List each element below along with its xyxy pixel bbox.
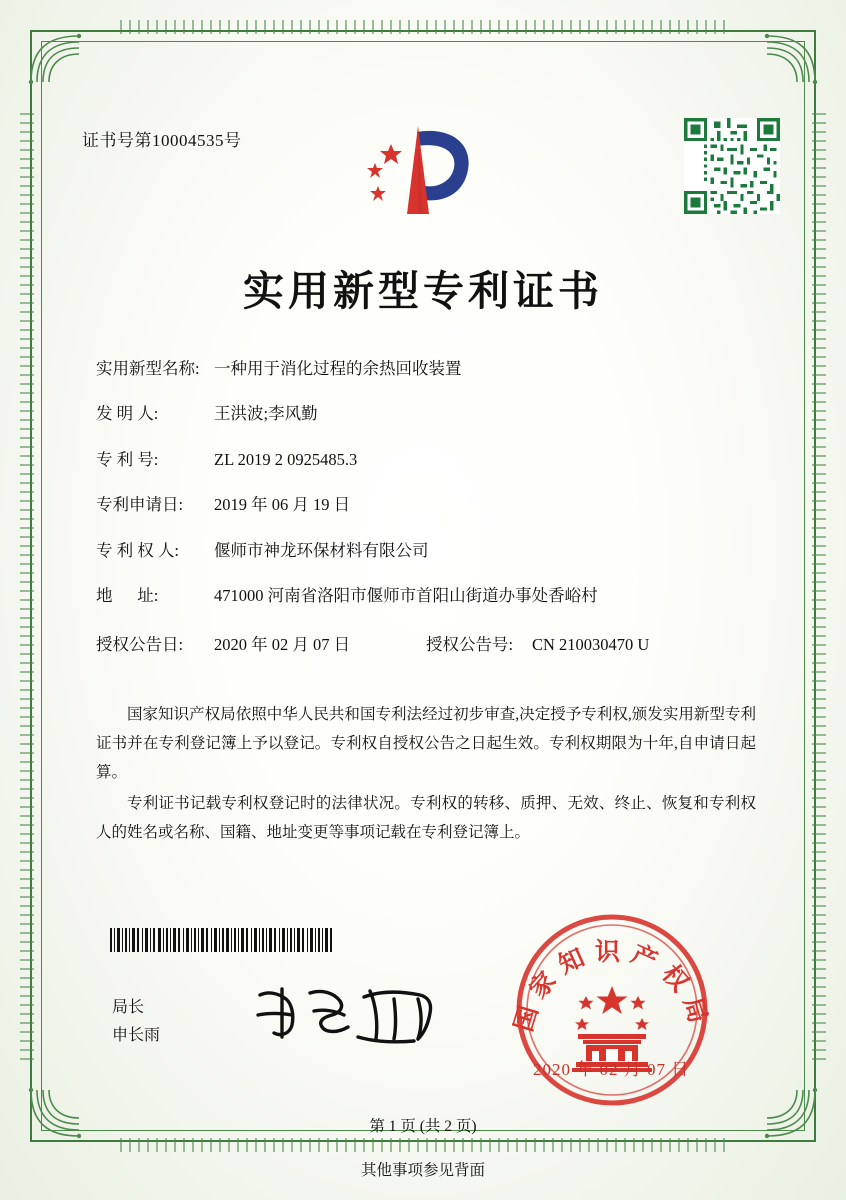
body-text [96, 700, 756, 849]
field-label: 专 利 权 人: [96, 540, 179, 560]
field-list [96, 358, 756, 673]
field-label: 发 明 人: [96, 404, 159, 424]
grant-date-label: 授权公告日: [96, 634, 184, 654]
field-value: 偃师市神龙环保材料有限公司 [214, 540, 429, 560]
qr-code-icon [684, 118, 780, 214]
page-title: 实用新型专利证书 [243, 268, 603, 314]
director-title-label: 局长 [112, 999, 145, 1016]
signature-labels [112, 994, 160, 1050]
certificate-number: 证书号第10004535号 [82, 131, 242, 150]
grant-date-value: 2020 年 02 月 07 日 [214, 634, 351, 654]
field-label: 地 址: [96, 586, 159, 606]
cnipa-emblem-icon [355, 116, 480, 226]
grant-number-label: 授权公告号: [426, 634, 514, 654]
field-row-patent-number [96, 449, 756, 470]
backside-note: 其他事项参见背面 [360, 1162, 485, 1179]
barcode-icon [110, 928, 335, 952]
field-value: 王洪波;李风勤 [214, 404, 318, 424]
director-name-label: 申长雨 [112, 1027, 161, 1044]
paragraph-1: 国家知识产权局依照中华人民共和国专利法经过初步审查,决定授予专利权,颁发实用新型专利证书并在专利登记簿上予以登记。专利权自授权公告之日起生效。专利权期限为十年,自申请日起算。 [96, 706, 756, 781]
field-label: 专利申请日: [96, 495, 184, 515]
seal-date: 2020 年 02 月 07 日 [533, 1060, 690, 1079]
field-row-utility-model-name [96, 358, 756, 379]
svg-text:国家知识产权局: 国家知识产权局 [512, 938, 712, 1035]
field-value: 一种用于消化过程的余热回收装置 [214, 359, 462, 378]
field-row-grant-announcement [96, 631, 756, 655]
right-edge-ornament [812, 110, 826, 1060]
field-label: 实用新型名称: [96, 359, 200, 378]
top-edge-ornament [120, 20, 726, 34]
field-value: ZL 2019 2 0925485.3 [214, 449, 358, 469]
field-row-inventor [96, 403, 756, 424]
field-row-address [96, 585, 756, 606]
field-row-application-date [96, 494, 756, 515]
bottom-edge-ornament [120, 1138, 726, 1152]
field-label: 专 利 号: [96, 449, 159, 469]
field-row-patentee [96, 540, 756, 561]
national-emblem-red-seal-icon [512, 910, 712, 1110]
paragraph-2: 专利证书记载专利权登记时的法律状况。专利权的转移、质押、无效、终止、恢复和专利权人的姓名或名称、国籍、地址变更等事项记载在专利登记簿上。 [96, 795, 756, 841]
page-indicator: 第 1 页 (共 2 页) [369, 1118, 477, 1135]
field-value: 2019 年 06 月 19 日 [214, 495, 351, 515]
handwritten-signature-icon [252, 975, 452, 1050]
field-value: 471000 河南省洛阳市偃师市首阳山街道办事处香峪村 [214, 586, 598, 606]
grant-number-value: CN 210030470 U [532, 634, 650, 654]
left-edge-ornament [20, 110, 34, 1060]
